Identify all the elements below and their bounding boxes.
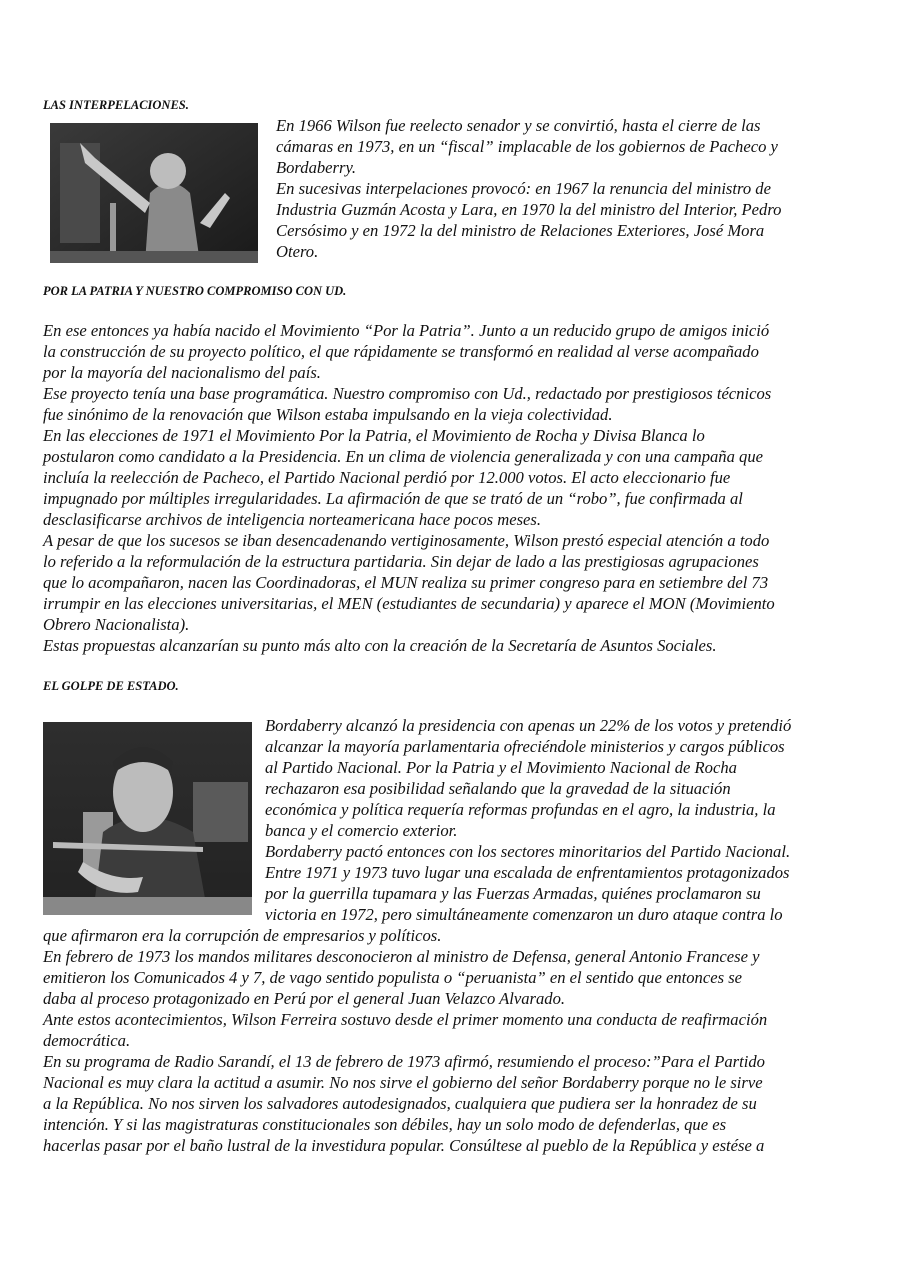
- text-line: lo referido a la reformulación de la estructura partidaria. Sin dejar de lado a las prestigiosas agrupaciones: [43, 552, 759, 571]
- text-line: intención. Y si las magistraturas constitucionales son débiles, hay un solo modo de defenderlas, que es: [43, 1115, 727, 1134]
- text-line: irrumpir en las elecciones universitarias, el MEN (estudiantes de secundaria) y aparece el MON (Movimiento: [43, 594, 775, 613]
- text-line: la construcción de su proyecto político, el que rápidamente se transformó en realidad al verse acompañado: [43, 342, 759, 361]
- text-line: emitieron los Comunicados 4 y 7, de vago sentido populista o “peruanista” en el sentido que entonces se: [43, 968, 743, 987]
- text-line: victoria en 1972, pero simultáneamente comenzaron un duro ataque contra lo: [265, 905, 783, 924]
- text-line: Otero.: [276, 242, 319, 261]
- section-por-la-patria-text: [43, 320, 775, 656]
- text-line: Ante estos acontecimientos, Wilson Ferreira sostuvo desde el primer momento una conducta de reafirmación: [43, 1010, 768, 1029]
- text-line: cámaras en 1973, en un “fiscal” implacable de los gobiernos de Pacheco y: [276, 137, 778, 156]
- text-line: Bordaberry pactó entonces con los sectores minoritarios del Partido Nacional.: [265, 842, 791, 861]
- text-line: Nacional es muy clara la actitud a asumir. No nos sirve el gobierno del señor Bordaberry porque no le sirve: [43, 1073, 763, 1092]
- text-line: al Partido Nacional. Por la Patria y el Movimiento Nacional de Rocha: [265, 758, 737, 777]
- section-interpelaciones-text: [276, 115, 781, 262]
- text-line: postularon como candidato a la Presidencia. En un clima de violencia generalizada y con una campaña que: [43, 447, 764, 466]
- text-line: por la guerrilla tupamara y las Fuerzas Armadas, quiénes proclamaron su: [265, 884, 761, 903]
- text-line: por la mayoría del nacionalismo del país.: [43, 363, 321, 382]
- text-line: hacerlas pasar por el baño lustral de la investidura popular. Consúltese al pueblo de la República y estése a: [43, 1136, 765, 1155]
- section-heading: EL GOLPE DE ESTADO.: [43, 679, 179, 693]
- text-line: económica y política requería reformas profundas en el agro, la industria, la: [265, 800, 776, 819]
- text-line: En su programa de Radio Sarandí, el 13 de febrero de 1973 afirmó, resumiendo el proceso:”Para el Partido: [43, 1052, 765, 1071]
- text-line: En las elecciones de 1971 el Movimiento Por la Patria, el Movimiento de Rocha y Divisa Blanca lo: [43, 426, 705, 445]
- section-heading: POR LA PATRIA Y NUESTRO COMPROMISO CON UD.: [43, 284, 347, 298]
- text-line: En ese entonces ya había nacido el Movimiento “Por la Patria”. Junto a un reducido grupo de amigos inició: [43, 321, 770, 340]
- text-line: banca y el comercio exterior.: [265, 821, 458, 840]
- text-line: fue sinónimo de la renovación que Wilson estaba impulsando en la vieja colectividad.: [43, 405, 613, 424]
- text-line: incluía la reelección de Pacheco, el Partido Nacional perdió por 12.000 votos. El acto eleccionario fue: [43, 468, 731, 487]
- text-line: daba al proceso protagonizado en Perú por el general Juan Velazco Alvarado.: [43, 989, 566, 1008]
- text-line: impugnado por múltiples irregularidades. La afirmación de que se trató de un “robo”, fue confirmada al: [43, 489, 743, 508]
- text-line: alcanzar la mayoría parlamentaria ofreciéndole ministerios y cargos públicos: [265, 737, 785, 756]
- text-line: rechazaron esa posibilidad señalando que la gravedad de la situación: [265, 779, 731, 798]
- section-heading: LAS INTERPELACIONES.: [43, 98, 189, 112]
- text-line: En sucesivas interpelaciones provocó: en 1967 la renuncia del ministro de: [276, 179, 771, 198]
- photo-wilson-seated: [43, 722, 252, 915]
- text-line: A pesar de que los sucesos se iban desencadenando vertiginosamente, Wilson prestó especial atención a todo: [43, 531, 770, 550]
- text-line: democrática.: [43, 1031, 131, 1050]
- text-line: Entre 1971 y 1973 tuvo lugar una escalada de enfrentamientos protagonizados: [265, 863, 790, 882]
- text-line: a la República. No nos sirven los salvadores autodesignados, cualquiera que pudiera ser la honradez de su: [43, 1094, 757, 1113]
- section-golpe-text: [43, 925, 767, 1156]
- text-line: Bordaberry.: [276, 158, 357, 177]
- text-line: Cersósimo y en 1972 la del ministro de Relaciones Exteriores, José Mora: [276, 221, 765, 240]
- text-line: desclasificarse archivos de inteligencia norteamericana hace pocos meses.: [43, 510, 541, 529]
- text-line: que afirmaron era la corrupción de empresarios y políticos.: [43, 926, 442, 945]
- text-line: Obrero Nacionalista).: [43, 615, 190, 634]
- text-line: En febrero de 1973 los mandos militares desconocieron al ministro de Defensa, general Antonio Francese y: [43, 947, 760, 966]
- text-line: Bordaberry alcanzó la presidencia con apenas un 22% de los votos y pretendió: [265, 716, 792, 735]
- section-golpe-side-text: [265, 715, 791, 925]
- text-line: En 1966 Wilson fue reelecto senador y se convirtió, hasta el cierre de las: [276, 116, 761, 135]
- text-line: Estas propuestas alcanzarían su punto más alto con la creación de la Secretaría de Asuntos Sociales.: [43, 636, 717, 655]
- photo-wilson-speaking: [50, 123, 258, 263]
- text-line: Industria Guzmán Acosta y Lara, en 1970 la del ministro del Interior, Pedro: [276, 200, 782, 219]
- text-line: que lo acompañaron, nacen las Coordinadoras, el MUN realiza su primer congreso para en setiembre del 73: [43, 573, 769, 592]
- text-line: Ese proyecto tenía una base programática. Nuestro compromiso con Ud., redactado por prestigiosos técnicos: [43, 384, 772, 403]
